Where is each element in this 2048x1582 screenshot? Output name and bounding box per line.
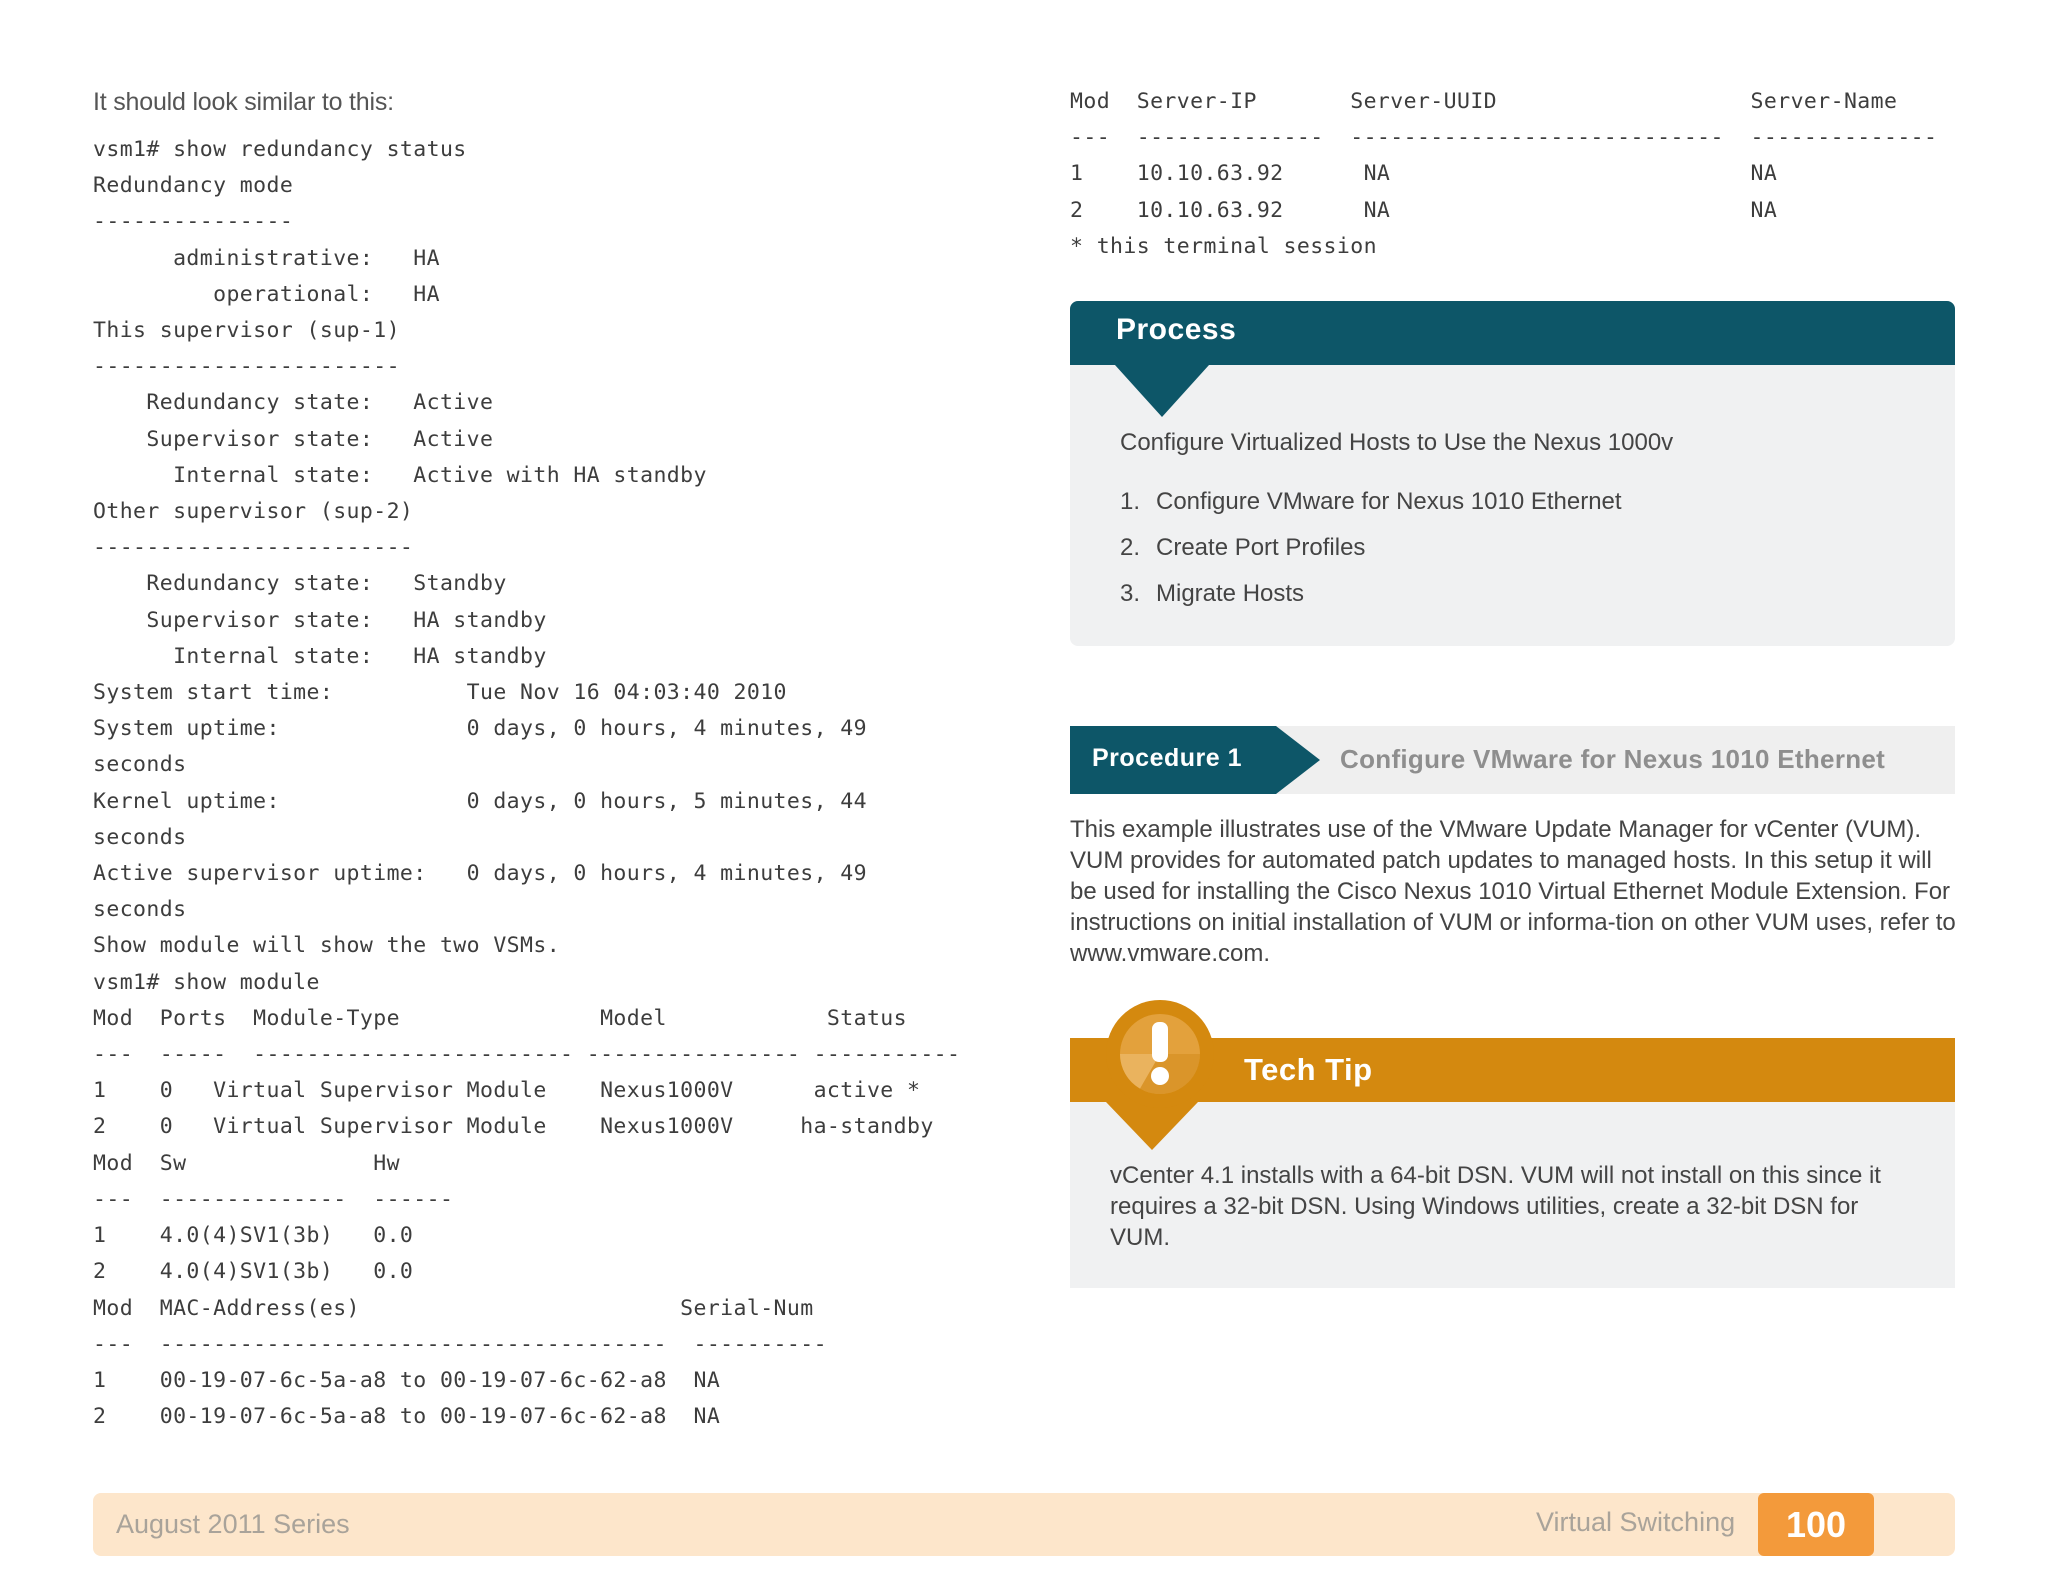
process-step-label: Configure VMware for Nexus 1010 Ethernet bbox=[1156, 488, 1622, 515]
page-number-badge: 100 bbox=[1758, 1493, 1874, 1556]
process-steps bbox=[1120, 487, 1622, 625]
cli-output-server-table: Mod Server-IP Server-UUID Server-Name --- -------------- ---------------------------- -------------- 1 10.10.63.92 NA NA 2 10.10.63.92 NA NA * this terminal session bbox=[1070, 89, 1938, 259]
intro-text: It should look similar to this: bbox=[93, 88, 394, 116]
procedure-bar bbox=[1070, 726, 1955, 794]
process-intro: Configure Virtualized Hosts to Use the Nexus 1000v bbox=[1120, 429, 1674, 456]
process-step-label: Create Port Profiles bbox=[1156, 534, 1366, 561]
procedure-body: This example illustrates use of the VMware Update Manager for vCenter (VUM). VUM provides for automated patch updates to managed hosts. In this setup it will be used for installing the Cisco Nexus 1010 Virtual Ethernet Module Extension. For instructions on initial installation of VUM or informa-tion on other VUM uses, refer to www.vmware.com. bbox=[1070, 816, 1956, 967]
process-step[interactable]: 3. Migrate Hosts bbox=[1120, 580, 1305, 607]
process-title: Process bbox=[1116, 313, 1237, 346]
footer-section: Virtual Switching bbox=[1536, 1507, 1736, 1537]
tech-tip-notch bbox=[1106, 1102, 1198, 1150]
procedure-title: Configure VMware for Nexus 1010 Ethernet bbox=[1340, 744, 1886, 774]
procedure-arrow bbox=[1276, 726, 1320, 794]
tech-tip-title: Tech Tip bbox=[1244, 1052, 1373, 1087]
footer-series: August 2011 Series bbox=[116, 1509, 350, 1539]
exclamation-icon bbox=[1106, 1000, 1214, 1108]
process-notch bbox=[1115, 365, 1209, 417]
cli-output-redundancy-and-modules: vsm1# show redundancy status Redundancy mode --------------- administrative: HA operational: HA This supervisor (sup-1) ----------------------- Redundancy state: Active Supervisor state: Active Internal state: Active with HA standby Other supervisor (sup-2) ------------------------ Redundancy state: Standby Supervisor state: HA standby Internal state: HA standby System start time: Tue Nov 16 04:03:40 2010 System uptime: 0 days, 0 hours, 4 minutes, 49 seconds Kernel uptime: 0 days, 0 hours, 5 minutes, 44 seconds Active supervisor uptime: 0 days, 0 hours, 4 minutes, 49 seconds Show module will show the two VSMs. vsm1# show module Mod Ports Module-Type Model Status --- ----- ------------------------ ---------------- ----------- 1 0 Virtual Supervisor Module Nexus1000V active * 2 0 Virtual Supervisor Module Nexus1000V ha-standby Mod Sw Hw --- -------------- ------ 1 4.0(4)SV1(3b) 0.0 2 4.0(4)SV1(3b) 0.0 Mod MAC-Address(es) Serial-Num --- -------------------------------------- ---------- 1 00-19-07-6c-5a-a8 to 00-19-07-6c-62-a8 NA 2 00-19-07-6c-5a-a8 to 00-19-07-6c-62-a8 NA bbox=[93, 137, 961, 1430]
procedure-label: Procedure 1 bbox=[1092, 744, 1243, 772]
page-footer bbox=[93, 1493, 1955, 1556]
procedure-tab bbox=[1070, 726, 1276, 794]
process-header bbox=[1070, 301, 1955, 365]
process-step[interactable]: 1. Configure VMware for Nexus 1010 Ethernet bbox=[1120, 488, 1622, 515]
process-box bbox=[1070, 301, 1955, 646]
process-step-label: Migrate Hosts bbox=[1156, 580, 1305, 607]
process-step[interactable]: 2. Create Port Profiles bbox=[1120, 534, 1366, 561]
tech-tip-body: vCenter 4.1 installs with a 64-bit DSN. VUM will not install on this since it requires a 32-bit DSN. Using Windows utilities, create a 32-bit DSN for VUM. bbox=[1110, 1162, 1881, 1251]
